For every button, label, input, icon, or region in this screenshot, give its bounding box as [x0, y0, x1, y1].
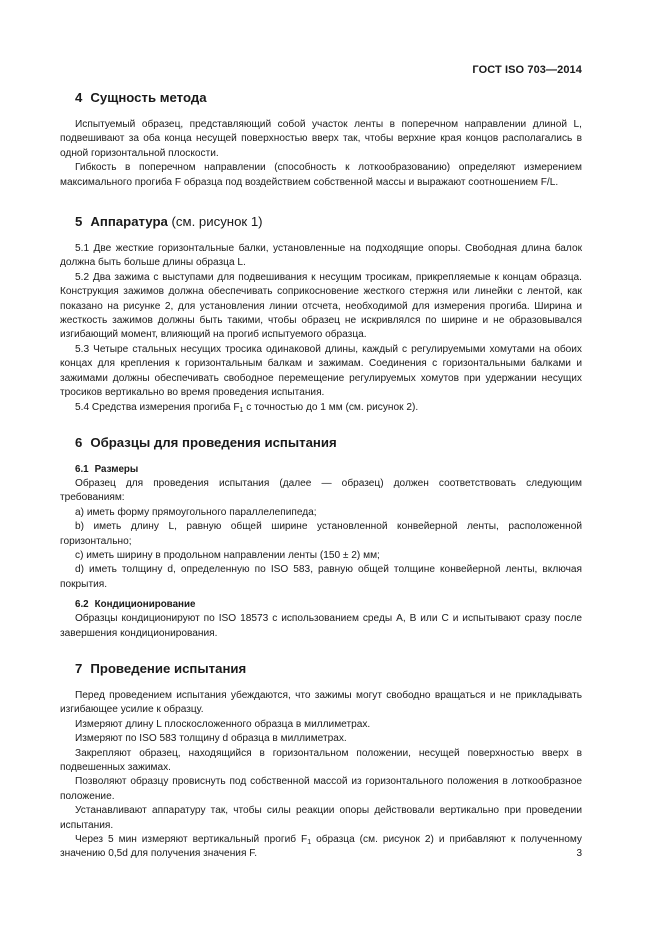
paragraph: 5.3 Четыре стальных несущих тросика одинаковой длины, каждый с регулируемыми хомутами на обоих концах для крепления к горизонтальным балкам и зажимам. Соединения с горизонтальными балками и зажимами должны обеспечивать свободное перемещение регулируемых хомутов при удержании несущих тросиков вертикально во время проведения испытания.: [60, 343, 582, 399]
paragraph: Перед проведением испытания убеждаются, что зажимы могут свободно вращаться и не прикладывать изгибающее усилие к образцу.: [60, 689, 582, 716]
subsection-number: 6.1: [75, 463, 89, 475]
list-item: b) иметь длину L, равную общей ширине установленной конвейерной ленты, расположенной горизонтально;: [60, 521, 582, 547]
section-number: 7: [75, 660, 83, 676]
section-figure-ref: (см. рисунок 1): [167, 214, 263, 230]
paragraph: Образец для проведения испытания (далее — образец) должен соответствовать следующим требованиям:: [60, 477, 582, 504]
text-run: образца (см. рисунок 2) и прибавляют к полученному значению 0,5d для получения значения F.: [60, 834, 582, 860]
section-6-heading: [60, 433, 582, 453]
paragraph: 5.1 Две жесткие горизонтальные балки, установленные на подходящие опоры. Свободная длина балок должна быть больше длины образца L.: [60, 243, 582, 269]
text-run: с точностью до 1 мм (см. рисунок 2).: [243, 401, 419, 413]
list-item: c) иметь ширину в продольном направлении ленты (150 ± 2) мм;: [75, 549, 380, 561]
paragraph: Измеряют длину L плоскосложенного образца в миллиметрах.: [75, 718, 371, 730]
paragraph: Закрепляют образец, находящийся в горизонтальном положении, несущей поверхностью вверх в подвешенных зажимах.: [60, 747, 582, 773]
standard-designation: ГОСТ ISO 703—2014: [472, 64, 582, 76]
requirements-list: [60, 506, 582, 592]
section-7-heading: [60, 659, 582, 679]
list-item: d) иметь толщину d, определенную по ISO 583, равную общей толщине конвейерной ленты, включая покрытия.: [60, 564, 582, 590]
section-title: Проведение испытания: [90, 660, 247, 676]
section-number: 4: [75, 90, 83, 105]
section-5-heading: [60, 212, 582, 232]
subscript: 1: [307, 839, 312, 847]
paragraph: [60, 401, 582, 415]
paragraph: Испытуемый образец, представляющий собой участок ленты в поперечном направлении длиной L, подвешивают за оба конца несущей поверхностью вверх так, чтобы верхние края концов располагались в одной горизонтальной плоскости.: [60, 119, 582, 159]
section-title: Аппаратура: [90, 214, 168, 230]
paragraph: Устанавливают аппаратуру так, чтобы силы реакции опоры действовали вертикально при проведении испытания.: [60, 805, 582, 831]
paragraph: Гибкость в поперечном направлении (способность к лоткообразованию) определяют измерением максимального прогиба F образца под воздействием собственной массы и выражают соотношением F/L.: [60, 162, 582, 188]
section-number: 6: [75, 434, 83, 450]
subsection-title: Кондиционирование: [94, 599, 196, 611]
paragraph: Позволяют образцу провиснуть под собственной массой из горизонтального положения в лоткообразное положение.: [60, 776, 582, 802]
paragraph: Образцы кондиционируют по ISO 18573 с использованием среды А, В или С и испытывают сразу после завершения кондиционирования.: [60, 613, 582, 639]
paragraph: 5.2 Два зажима с выступами для подвешивания к несущим тросикам, прикрепляемые к концам образца. Конструкция зажимов должна обеспечивать соприкосновение жесткого стержня или линейки с лентой, как показано на рисунке 2, для установления линии отсчета, необходимой для измерения прогиба. Ширина и жесткость зажимов должны быть такими, чтобы образец не искривлялся по ширине и не образовывался изгибающий момент, влияющий на прогиб испытуемого образца.: [60, 271, 582, 341]
subsection-6-1-heading: [60, 463, 582, 477]
subsection-6-2-heading: [60, 598, 582, 612]
paragraph: Измеряют по ISO 583 толщину d образца в миллиметрах.: [75, 733, 347, 745]
list-item: a) иметь форму прямоугольного параллелепипеда;: [75, 506, 317, 518]
paragraph: [60, 833, 582, 862]
subscript: 1: [239, 406, 244, 414]
text-run: 5.4 Средства измерения прогиба F: [75, 401, 240, 413]
section-title: Сущность метода: [90, 90, 207, 105]
section-number: 5: [75, 214, 83, 230]
text-run: Через 5 мин измеряют вертикальный прогиб F: [75, 834, 308, 846]
section-title: Образцы для проведения испытания: [90, 434, 337, 450]
subsection-number: 6.2: [75, 599, 89, 611]
subsection-title: Размеры: [94, 463, 139, 475]
page-content: [60, 88, 582, 862]
page-number: 3: [576, 848, 582, 859]
section-4-heading: [60, 88, 582, 108]
